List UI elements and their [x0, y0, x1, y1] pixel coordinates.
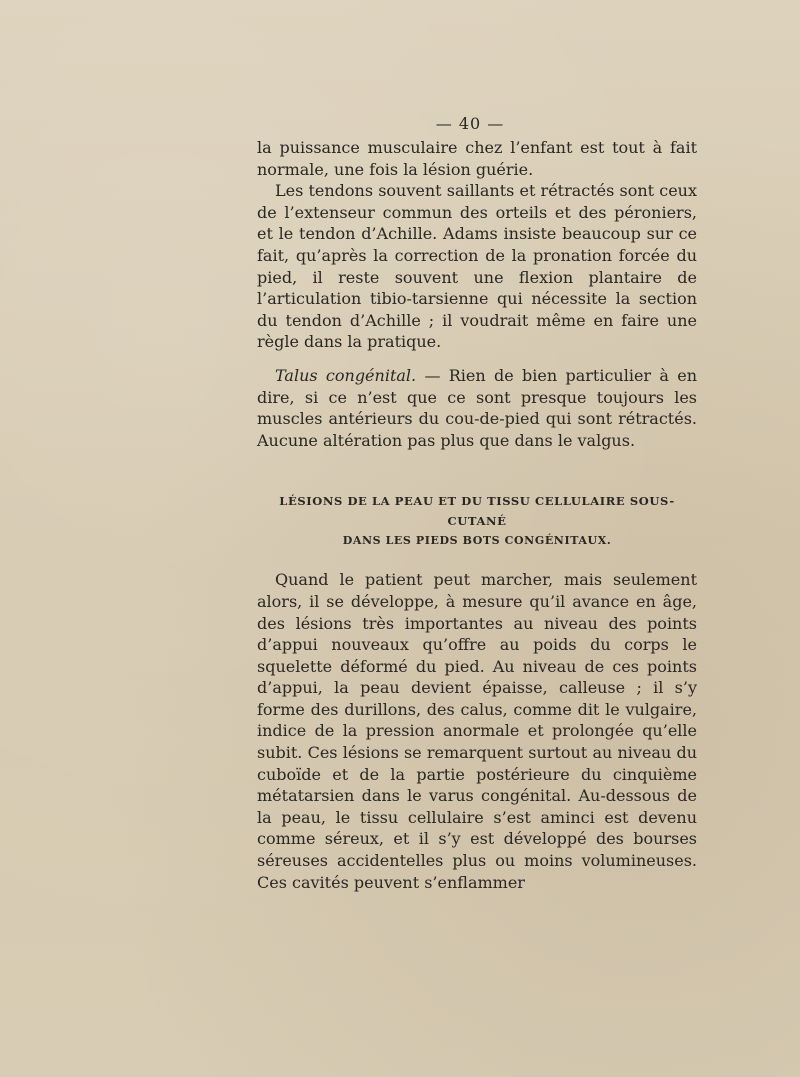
spacer — [257, 451, 697, 491]
talus-text: — Rien de bien particulier à en dire, si ce n’est que ce sont presque toujours les muscles antérieurs du cou-de-pied qui sont rétractés. Aucune altération pas plus que dans le valgus. — [257, 365, 697, 450]
section-heading-line2: DANS LES PIEDS BOTS CONGÉNITAUX. — [342, 534, 612, 548]
spacer — [257, 353, 697, 365]
paragraph-tendons: Les tendons souvent saillants et rétractés sont ceux de l’extenseur commun des orteils et des péroniers, et le tendon d’Achille. Adams insiste beaucoup sur ce fait, qu’après la correction de la pronation forcée du pied, il reste souvent une flexion plantaire de l’articulation tibio-tarsienne qui nécessite la section du tendon d’Achille ; il voudrait même en faire une règle dans la pratique. — [257, 181, 697, 352]
paragraph-skin-lesions: Quand le patient peut marcher, mais seulement alors, il se développe, à mesure qu’il avance en âge, des lésions très importantes au niveau des points d’appui nouveaux qu’offre au poids du corps le squelette déformé du pied. Au niveau de ces points d’appui, la peau devient épaisse, calleuse ; il s’y forme des durillons, des calus, comme dit le vulgaire, indice de la pression anormale et prolongée qu’elle subit. Ces lésions se remarquent surtout au niveau du cuboïde et de la partie postérieure du cinquième métatarsien dans le varus congénital. Au-dessous de la peau, le tissu cellulaire s’est aminci est devenu comme séreux, et il s’y est développé des bourses séreuses accidentelles plus ou moins volumineuses. Ces cavités peuvent s’enflammer — [257, 570, 697, 892]
body-text — [257, 137, 697, 893]
paragraph-continuation: la puissance musculaire chez l’enfant est tout à fait normale, une fois la lésion guérie. — [257, 138, 697, 179]
page-number: — 40 — — [435, 114, 505, 133]
spacer — [257, 551, 697, 569]
talus-title: Talus congénital. — [275, 365, 417, 385]
section-heading-line1: LÉSIONS DE LA PEAU ET DU TISSU CELLULAIRE SOUS-CUTANÉ — [279, 494, 675, 529]
paragraph-talus — [257, 365, 697, 451]
